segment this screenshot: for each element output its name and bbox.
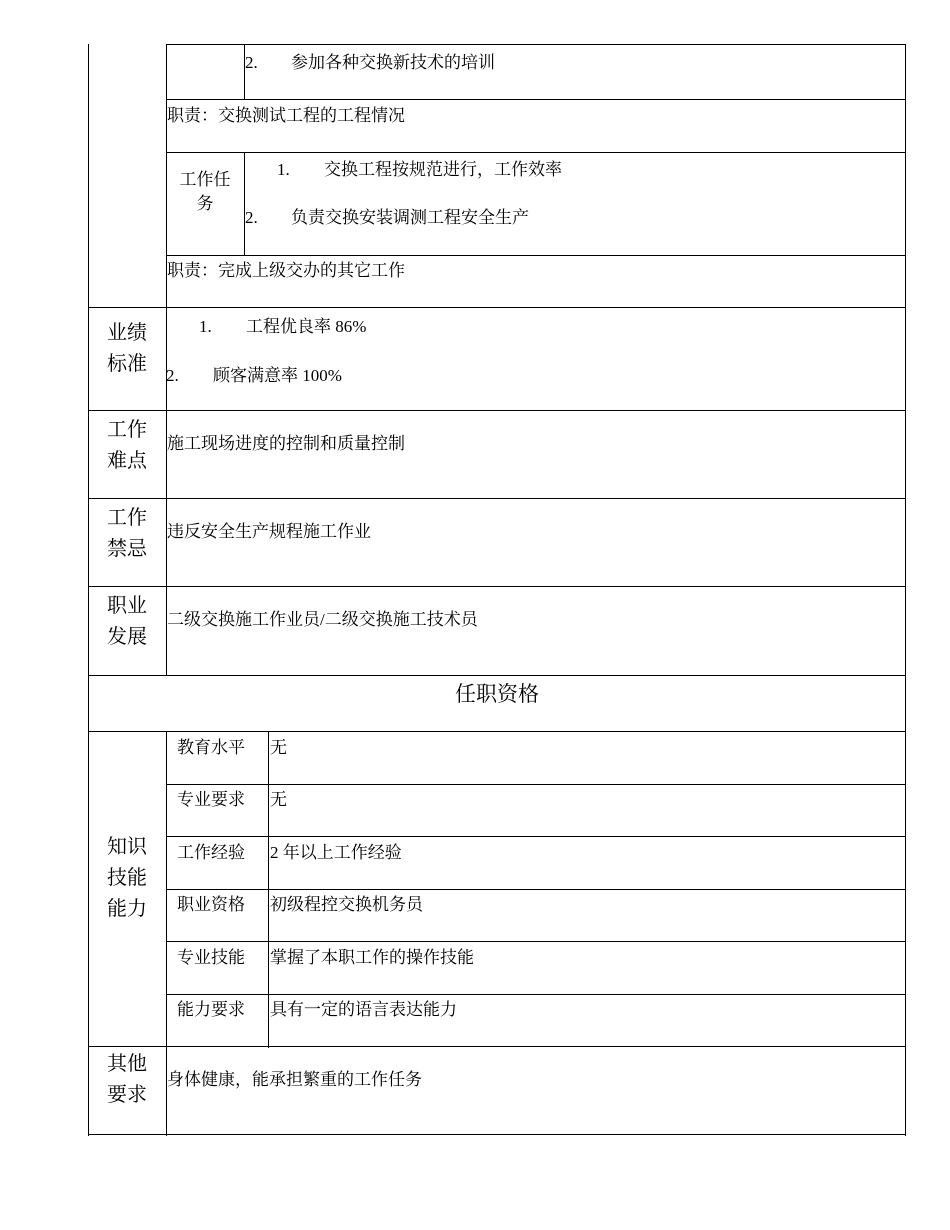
row-line [88,586,906,587]
row-text: 违反安全生产规程施工作业 [167,522,371,541]
task-label: 工作任务 [179,170,231,213]
list-item-text: 顾客满意率 100% [213,366,342,385]
row-line [166,784,906,785]
duty-text: 职责：完成上级交办的其它工作 [167,261,405,280]
qual-value: 掌握了本职工作的操作技能 [270,948,474,967]
row-line [88,1134,906,1135]
row-text: 施工现场进度的控制和质量控制 [167,434,405,453]
row-line [166,836,906,837]
row-label: 工作难点 [107,419,147,472]
list-number: 2. [166,366,179,385]
list-item-text: 交换工程按规范进行，工作效率 [324,160,562,179]
row-line [166,99,906,100]
qual-value: 无 [270,738,287,757]
qual-label: 职业资格 [177,895,245,914]
list-item-text: 负责交换安装调测工程安全生产 [291,208,529,227]
qual-value: 无 [270,790,287,809]
qual-value: 初级程控交换机务员 [270,895,423,914]
qual-label: 能力要求 [177,1000,245,1019]
row-line [166,255,906,256]
list-number: 1. [199,317,212,336]
label-column-divider [166,44,167,676]
list-number: 2. [245,53,258,72]
row-line [88,498,906,499]
row-line [166,994,906,995]
row-line [166,44,906,45]
qual-label: 教育水平 [177,738,245,757]
row-line [88,410,906,411]
section-title: 任职资格 [455,682,539,706]
row-line [166,889,906,890]
row-label: 业绩标准 [107,322,147,375]
row-label: 职业发展 [107,595,147,648]
row-line [166,941,906,942]
row-label: 工作禁忌 [107,507,147,560]
list-number: 2. [245,208,258,227]
task-column-divider [244,152,245,256]
row-line [88,731,906,732]
table-border-right [905,44,906,1136]
duty-text: 职责：交换测试工程的工程情况 [167,106,405,125]
qual-label: 专业技能 [177,948,245,967]
row-label: 其他要求 [107,1053,147,1106]
row-line [88,675,906,676]
table-border-left [88,44,89,1136]
row-line [88,307,906,308]
row-line [88,1046,906,1047]
qual-label: 专业要求 [177,790,245,809]
row-label: 知识技能能力 [107,836,147,920]
qual-value: 2 年以上工作经验 [270,843,402,862]
list-item-text: 参加各种交换新技术的培训 [291,53,495,72]
qual-value: 具有一定的语言表达能力 [270,1000,457,1019]
list-item-text: 工程优良率 86% [246,317,367,336]
row-line [166,152,906,153]
row-text: 二级交换施工作业员/二级交换施工技术员 [167,610,478,629]
qual-label: 工作经验 [177,843,245,862]
list-number: 1. [277,160,290,179]
row-text: 身体健康，能承担繁重的工作任务 [167,1070,422,1089]
